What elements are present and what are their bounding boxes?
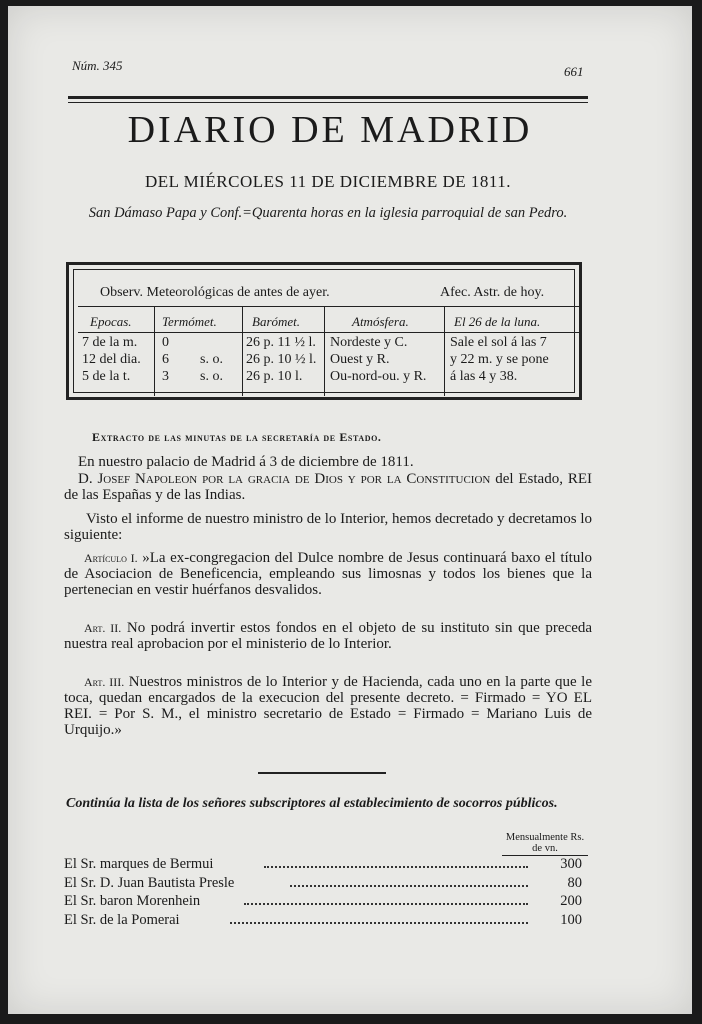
col-divider <box>242 306 243 396</box>
astro-title: Afec. Astr. de hoy. <box>440 285 545 300</box>
row-termo-unit: s. o. <box>200 369 223 384</box>
issue-number: Núm. 345 <box>72 58 123 73</box>
article-3-text: Nuestros ministros de lo Interior y de Hacienda, cada uno en la parte que le toca, quedan encargados de la execucion del presente decreto. = Firmado = YO EL REI. = Por S. M., el ministro secretario de Estado = Firmado = Mariano Luis de Urquijo.» <box>64 674 592 738</box>
col-divider <box>324 306 325 396</box>
article-2 <box>64 620 592 652</box>
page-number: 661 <box>564 64 584 79</box>
subscriber-name: El Sr. marques de Bermui <box>64 856 214 872</box>
newspaper-page <box>8 6 692 1014</box>
dot-leader <box>230 922 528 924</box>
luna-line: y 22 m. y se pone <box>450 352 549 367</box>
luna-line: Sale el sol á las 7 <box>450 335 547 350</box>
saint-line: San Dámaso Papa y Conf.=Quarenta horas en la iglesia parroquial de san Pedro. <box>88 205 568 221</box>
col-baromet: Barómet. <box>252 314 301 329</box>
row-termo: 6 <box>162 352 169 367</box>
article-1-text: »La ex-congregacion del Dulce nombre de Jesus continuará baxo el título de Asociacion de Beneficencia, empleando sus limosnas y todos los bienes que la pertenecian en vestir huérfanos desvalidos. <box>64 550 592 598</box>
meteorological-table <box>66 262 582 400</box>
subscriber-name: El Sr. baron Morenhein <box>64 893 201 909</box>
dot-leader <box>264 866 528 868</box>
decree-place-date: En nuestro palacio de Madrid á 3 de diciembre de 1811. <box>78 454 414 470</box>
article-3-label: Art. III. <box>84 675 125 689</box>
amount-column-label: Mensualmente Rs. de vn. <box>505 832 585 854</box>
luna-line: á las 4 y 38. <box>450 369 518 384</box>
section-divider <box>258 772 386 774</box>
subscriber-row <box>64 875 592 893</box>
king-title: por la gracia de Dios y por la Constitucion <box>202 471 491 487</box>
king-name: D. Josef Napoleon <box>78 471 198 487</box>
subscriber-amount: 300 <box>560 856 582 872</box>
row-atmos: Nordeste y C. <box>330 335 408 350</box>
dot-leader <box>244 903 528 905</box>
row-baro: 26 p. 11 ½ l. <box>246 335 316 350</box>
col-luna: El 26 de la luna. <box>454 314 541 329</box>
subscriber-row <box>64 893 592 911</box>
masthead-title: DIARIO DE MADRID <box>127 109 533 151</box>
subscriber-amount: 200 <box>560 893 582 909</box>
header-rule <box>68 96 588 99</box>
row-termo: 0 <box>162 335 169 350</box>
col-atmosfera: Atmósfera. <box>352 314 409 329</box>
article-1-label: Artículo I. <box>84 551 138 565</box>
row-baro: 26 p. 10 l. <box>246 369 303 384</box>
article-2-label: Art. II. <box>84 621 122 635</box>
subscriber-row <box>64 912 592 930</box>
article-1 <box>64 550 592 598</box>
dot-leader <box>290 885 528 887</box>
decree-preamble: Visto el informe de nuestro ministro de lo Interior, hemos decretado y decretamos lo siguiente: <box>64 511 592 543</box>
row-atmos: Ou-nord-ou. y R. <box>330 369 427 384</box>
row-epoca: 5 de la t. <box>82 369 131 384</box>
col-termomet: Termómet. <box>162 314 217 329</box>
col-divider <box>154 306 155 396</box>
row-epoca: 7 de la m. <box>82 335 138 350</box>
subscriber-amount: 100 <box>560 912 582 928</box>
meteo-title: Observ. Meteorológicas de antes de ayer. <box>100 285 330 300</box>
article-2-text: No podrá invertir estos fondos en el objeto de su instituto sin que preceda nuestra real aprobacion por el ministerio de lo Interior. <box>64 620 593 652</box>
subscriber-name: El Sr. D. Juan Bautista Presle <box>64 875 235 891</box>
subscriber-name: El Sr. de la Pomerai <box>64 912 180 928</box>
row-atmos: Ouest y R. <box>330 352 390 367</box>
col-epocas: Epocas. <box>90 314 132 329</box>
article-3 <box>64 674 592 738</box>
date-line: DEL MIÉRCOLES 11 DE DICIEMBRE DE 1811. <box>144 172 512 191</box>
king-realm: del Estado, REI de las Españas y de las Indias. <box>64 471 592 503</box>
subscriber-row <box>64 856 592 874</box>
row-termo-unit: s. o. <box>200 352 223 367</box>
meteo-inner-border <box>73 269 575 393</box>
subscriber-amount: 80 <box>567 875 582 891</box>
subscribers-heading: Continúa la lista de los señores subscriptores al establecimiento de socorros públicos. <box>66 796 558 811</box>
section-heading: Extracto de las minutas de la secretaría de Estado. <box>92 430 382 444</box>
header-rule-thin <box>68 102 588 103</box>
col-divider <box>444 306 445 396</box>
row-baro: 26 p. 10 ½ l. <box>246 352 317 367</box>
row-epoca: 12 del dia. <box>82 352 141 367</box>
decree-intro <box>64 471 592 503</box>
row-termo: 3 <box>162 369 169 384</box>
